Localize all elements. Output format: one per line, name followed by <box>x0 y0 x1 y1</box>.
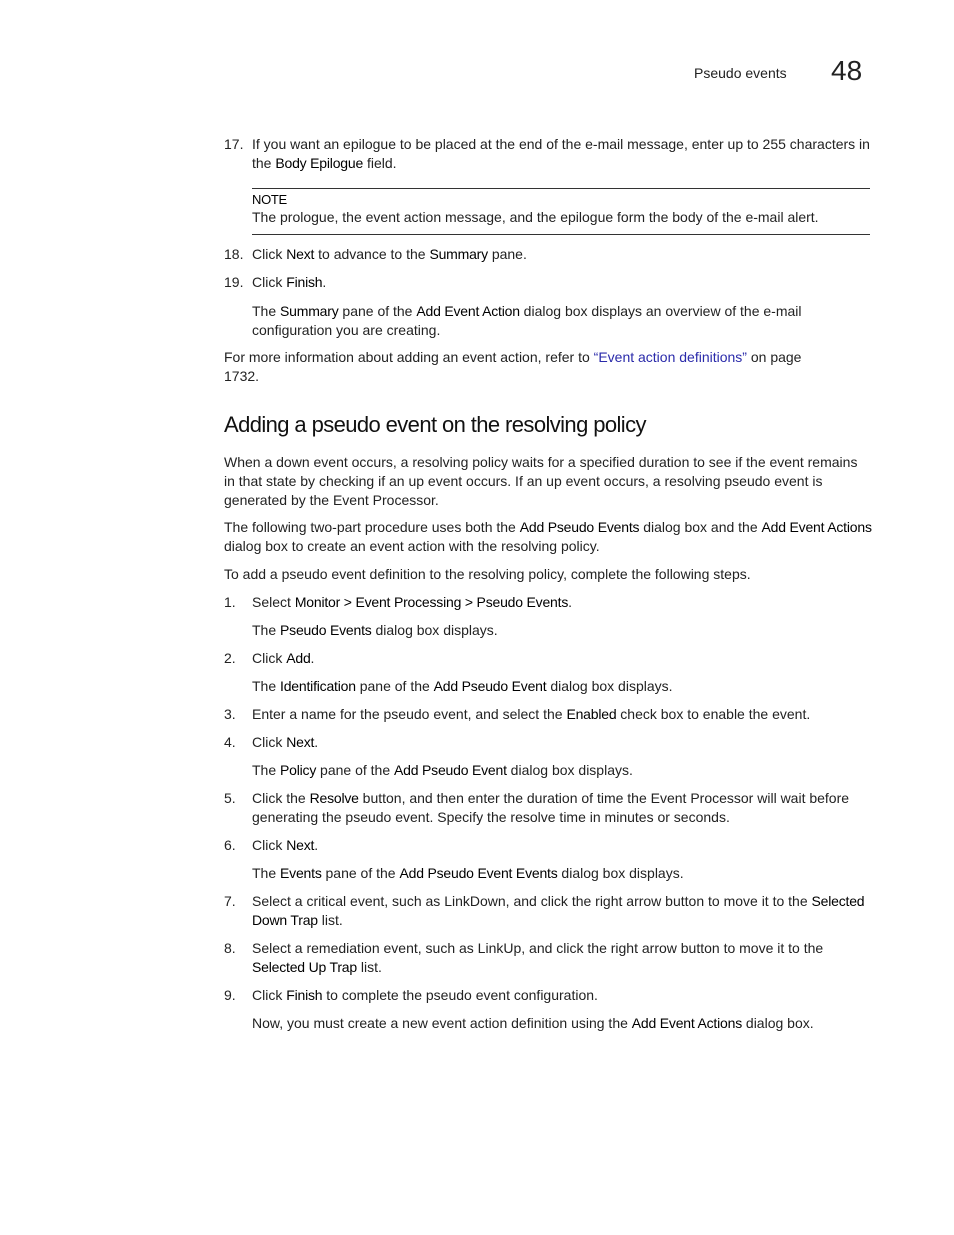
ui-label: Add Pseudo Event Events <box>399 865 558 881</box>
note-label: NOTE <box>252 192 287 207</box>
step-3-text: Enter a name for the pseudo event, and select the Enabled check box to enable the event. <box>252 706 811 722</box>
ui-label: Selected Up Trap <box>252 959 357 975</box>
ui-label: Policy <box>280 762 317 778</box>
step-8-text: Select a remediation event, such as LinkUp, and click the right arrow button to move it to the Selected Up Trap list. <box>252 940 824 975</box>
ui-label: Add <box>286 650 311 666</box>
step-2-text: Click Add. <box>252 650 315 666</box>
ui-label: Pseudo Events <box>280 622 372 638</box>
steps-intro: To add a pseudo event definition to the resolving policy, complete the following steps. <box>224 566 751 582</box>
ui-label: Add Event Actions <box>761 519 872 535</box>
step-number: 4. <box>224 734 236 750</box>
ui-label: Next <box>286 837 315 853</box>
step-19-result: The Summary pane of the Add Event Action dialog box displays an overview of the e-mail configuration you are creating. <box>252 303 802 338</box>
step-18-text: Click Next to advance to the Summary pane. <box>252 246 527 262</box>
step-5-text: Click the Resolve button, and then enter the duration of time the Event Processor will wait before generating the pseudo event. Specify the resolve time in minutes or seconds. <box>252 790 850 825</box>
ui-label: Next <box>286 734 315 750</box>
chapter-number: 48 <box>831 55 863 86</box>
ui-label: Summary <box>280 303 339 319</box>
step-number: 1. <box>224 594 236 610</box>
ui-label: Finish <box>286 274 323 290</box>
step-number: 8. <box>224 940 236 956</box>
step-6-text: Click Next. <box>252 837 319 853</box>
step-1-text: Select Monitor > Event Processing > Pseudo Events. <box>252 594 573 610</box>
step-number: 17. <box>224 136 244 152</box>
step-number: 9. <box>224 987 236 1003</box>
ui-label: Summary <box>429 246 488 262</box>
ui-label: Add Event Action <box>416 303 520 319</box>
step-19-text: Click Finish. <box>252 274 327 290</box>
step-17-text: If you want an epilogue to be placed at the end of the e-mail message, enter up to 255 characters in the Body Epilogue field. <box>252 136 870 171</box>
cross-reference-link[interactable]: “Event action definitions” <box>593 349 747 365</box>
section-heading: Adding a pseudo event on the resolving policy <box>224 412 646 437</box>
step-number: 3. <box>224 706 236 722</box>
ui-label: Add Pseudo Events <box>519 519 640 535</box>
step-1-result: The Pseudo Events dialog box displays. <box>252 622 498 638</box>
ui-label: Monitor > Event Processing > Pseudo Events <box>294 594 569 610</box>
more-info-paragraph: For more information about adding an event action, refer to “Event action definitions” on page 1732. <box>224 349 802 384</box>
ui-label: Resolve <box>309 790 359 806</box>
ui-label: Selected Down Trap <box>252 893 865 928</box>
step-9-result: Now, you must create a new event action definition using the Add Event Actions dialog box. <box>252 1015 814 1031</box>
ui-label: Body Epilogue <box>275 155 364 171</box>
step-number: 7. <box>224 893 236 909</box>
ui-label: Add Event Actions <box>631 1015 743 1031</box>
ui-label: Identification <box>280 678 356 694</box>
note-box <box>252 188 870 235</box>
step-number: 19. <box>224 274 244 290</box>
ui-label: Add Pseudo Event <box>394 762 507 778</box>
step-4-text: Click Next. <box>252 734 319 750</box>
intro-paragraph: When a down event occurs, a resolving policy waits for a specified duration to see if the event remains in that state by checking if an up event occurs. If an up event occurs, a resolving pseudo event is generated by the Event Processor. <box>224 454 858 508</box>
step-4-result: The Policy pane of the Add Pseudo Event dialog box displays. <box>252 762 633 778</box>
step-number: 5. <box>224 790 236 806</box>
step-number: 2. <box>224 650 236 666</box>
step-9-text: Click Finish to complete the pseudo event configuration. <box>252 987 598 1003</box>
step-number: 18. <box>224 246 244 262</box>
note-text: The prologue, the event action message, and the epilogue form the body of the e-mail alert. <box>252 209 819 225</box>
ui-label: Next <box>286 246 315 262</box>
ui-label: Add Pseudo Event <box>433 678 547 694</box>
ui-label: Events <box>280 865 322 881</box>
step-2-result: The Identification pane of the Add Pseudo Event dialog box displays. <box>252 678 673 694</box>
running-header-title: Pseudo events <box>694 65 787 81</box>
procedure-paragraph: The following two-part procedure uses both the Add Pseudo Events dialog box and the Add Event Actions dialog box to create an event action with the resolving policy. <box>224 519 872 554</box>
step-6-result: The Events pane of the Add Pseudo Event Events dialog box displays. <box>252 865 684 881</box>
ui-label: Finish <box>286 987 323 1003</box>
step-7-text: Select a critical event, such as LinkDown, and click the right arrow button to move it to the Selected Down Trap list. <box>252 893 865 928</box>
step-number: 6. <box>224 837 236 853</box>
ui-label: Enabled <box>566 706 617 722</box>
